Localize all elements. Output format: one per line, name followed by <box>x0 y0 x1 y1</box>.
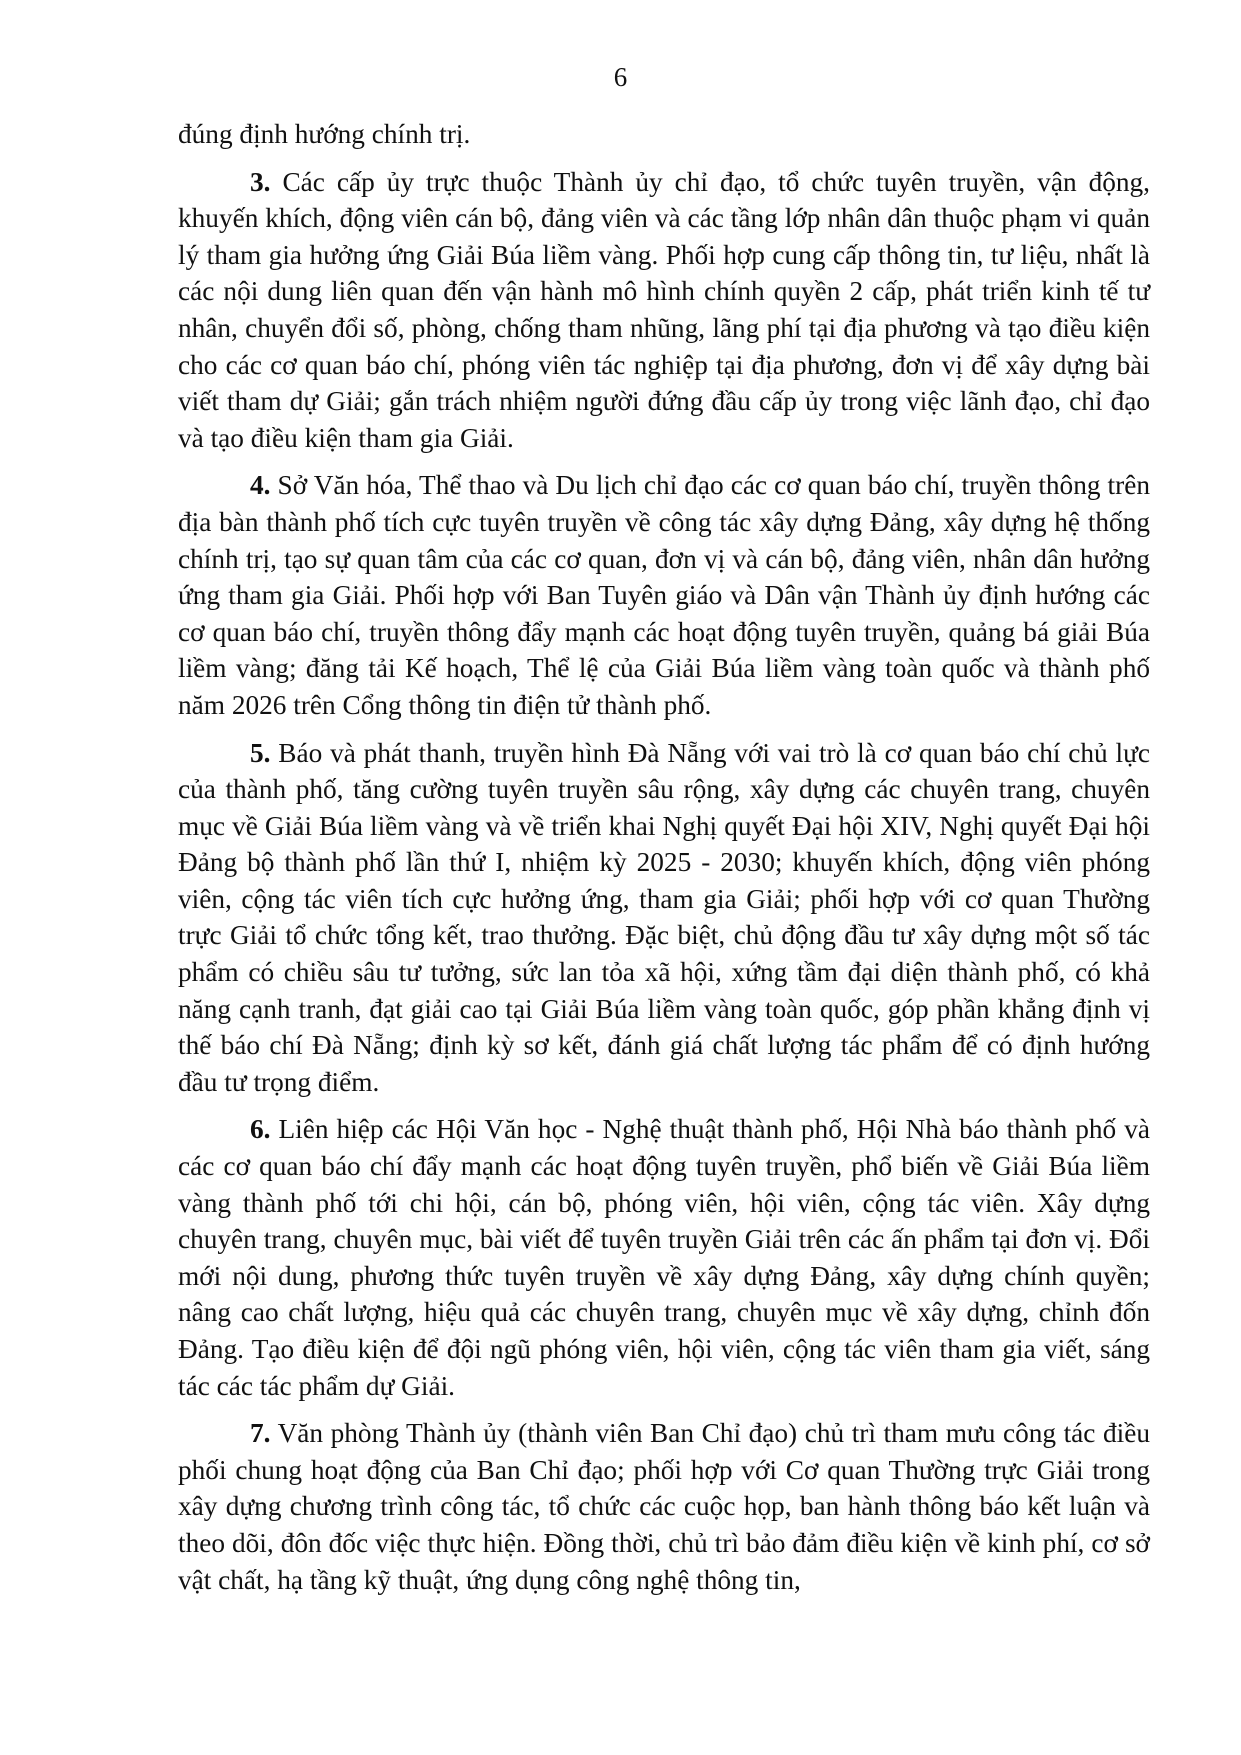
paragraph-item-5 <box>178 735 1150 1101</box>
paragraph-number: 5. <box>250 737 271 768</box>
paragraph-continuation <box>178 116 1150 153</box>
document-body <box>178 116 1150 1609</box>
paragraph-item-3 <box>178 164 1150 457</box>
paragraph-text: Sở Văn hóa, Thể thao và Du lịch chỉ đạo các cơ quan báo chí, truyền thông trên địa bàn thành phố tích cực tuyên truyền về công tác xây dựng Đảng, xây dựng hệ thống chính trị, tạo sự quan tâm của các cơ quan, đơn vị và cán bộ, đảng viên, nhân dân hưởng ứng tham gia Giải. Phối hợp với Ban Tuyên giáo và Dân vận Thành ủy định hướng các cơ quan báo chí, truyền thông đẩy mạnh các hoạt động tuyên truyền, quảng bá giải Búa liềm vàng; đăng tải Kế hoạch, Thể lệ của Giải Búa liềm vàng toàn quốc và thành phố năm 2026 trên Cổng thông tin điện tử thành phố. <box>178 470 1150 720</box>
paragraph-number: 6. <box>250 1114 271 1145</box>
paragraph-number: 7. <box>250 1418 271 1449</box>
paragraph-text: đúng định hướng chính trị. <box>178 119 471 149</box>
paragraph-item-4 <box>178 467 1150 723</box>
paragraph-text: Các cấp ủy trực thuộc Thành ủy chỉ đạo, tổ chức tuyên truyền, vận động, khuyến khích, động viên cán bộ, đảng viên và các tầng lớp nhân dân thuộc phạm vi quản lý tham gia hưởng ứng Giải Búa liềm vàng. Phối hợp cung cấp thông tin, tư liệu, nhất là các nội dung liên quan đến vận hành mô hình chính quyền 2 cấp, phát triển kinh tế tư nhân, chuyển đổi số, phòng, chống tham nhũng, lãng phí tại địa phương và tạo điều kiện cho các cơ quan báo chí, phóng viên tác nghiệp tại địa phương, đơn vị để xây dựng bài viết tham dự Giải; gắn trách nhiệm người đứng đầu cấp ủy trong việc lãnh đạo, chỉ đạo và tạo điều kiện tham gia Giải. <box>178 166 1150 453</box>
paragraph-number: 4. <box>250 470 271 501</box>
paragraph-text: Văn phòng Thành ủy (thành viên Ban Chỉ đạo) chủ trì tham mưu công tác điều phối chung hoạt động của Ban Chỉ đạo; phối hợp với Cơ quan Thường trực Giải trong xây dựng chương trình công tác, tổ chức các cuộc họp, ban hành thông báo kết luận và theo dõi, đôn đốc việc thực hiện. Đồng thời, chủ trì bảo đảm điều kiện về kinh phí, cơ sở vật chất, hạ tầng kỹ thuật, ứng dụng công nghệ thông tin, <box>178 1418 1150 1595</box>
paragraph-item-6 <box>178 1111 1150 1404</box>
paragraph-text: Liên hiệp các Hội Văn học - Nghệ thuật thành phố, Hội Nhà báo thành phố và các cơ quan báo chí đẩy mạnh các hoạt động tuyên truyền, phổ biến về Giải Búa liềm vàng thành phố tới chi hội, cán bộ, phóng viên, hội viên, cộng tác viên. Xây dựng chuyên trang, chuyên mục, bài viết để tuyên truyền Giải trên các ấn phẩm tại đơn vị. Đổi mới nội dung, phương thức tuyên truyền về xây dựng Đảng, xây dựng chính quyền; nâng cao chất lượng, hiệu quả các chuyên trang, chuyên mục về xây dựng, chỉnh đốn Đảng. Tạo điều kiện để đội ngũ phóng viên, hội viên, cộng tác viên tham gia viết, sáng tác các tác phẩm dự Giải. <box>178 1114 1150 1401</box>
page-number: 6 <box>613 62 628 92</box>
paragraph-item-7 <box>178 1415 1150 1598</box>
paragraph-number: 3. <box>250 166 271 197</box>
paragraph-text: Báo và phát thanh, truyền hình Đà Nẵng với vai trò là cơ quan báo chí chủ lực của thành phố, tăng cường tuyên truyền sâu rộng, xây dựng các chuyên trang, chuyên mục về Giải Búa liềm vàng và về triển khai Nghị quyết Đại hội XIV, Nghị quyết Đại hội Đảng bộ thành phố lần thứ I, nhiệm kỳ 2025 - 2030; khuyến khích, động viên phóng viên, cộng tác viên tích cực hưởng ứng, tham gia Giải; phối hợp với cơ quan Thường trực Giải tổ chức tổng kết, trao thưởng. Đặc biệt, chủ động đầu tư xây dựng một số tác phẩm có chiều sâu tư tưởng, sức lan tỏa xã hội, xứng tầm đại diện thành phố, có khả năng cạnh tranh, đạt giải cao tại Giải Búa liềm vàng toàn quốc, góp phần khẳng định vị thế báo chí Đà Nẵng; định kỳ sơ kết, đánh giá chất lượng tác phẩm để có định hướng đầu tư trọng điểm. <box>178 737 1150 1097</box>
